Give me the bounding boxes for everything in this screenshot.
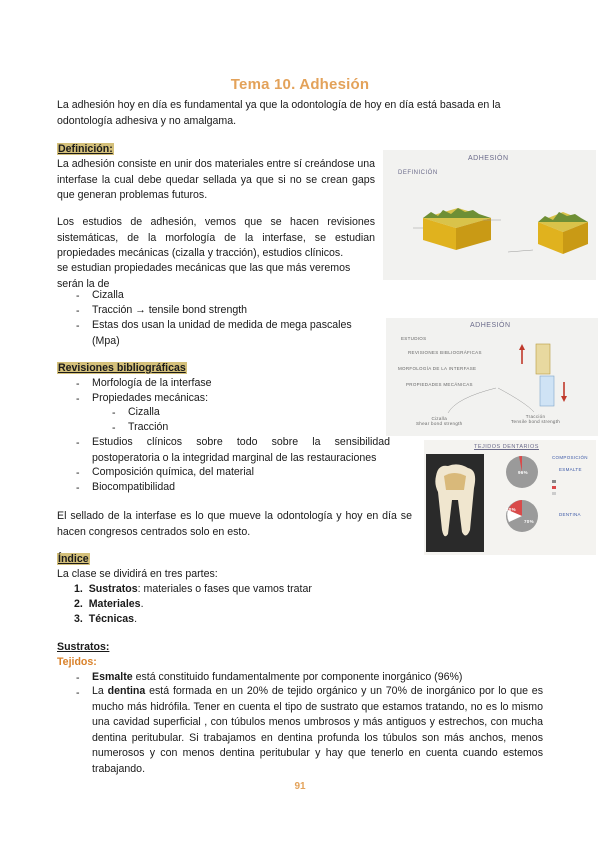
slide-title: ADHESIÓN [468, 155, 509, 162]
slide-item: PROPIEDADES MECÁNICAS [406, 382, 473, 387]
slide-title: TEJIDOS DENTARIOS [474, 444, 539, 450]
slide-item: REVISIONES BIBLIOGRÁFICAS [408, 350, 482, 355]
sub-list-item: Cizalla [128, 406, 160, 418]
definicion-p2: Los estudios de adhesión, vemos que se hacen revisiones sistemáticas, de la morfología de la interfase, se estudian propiedades mecánicas (cizalla y tracción), estudios clínicos. [57, 216, 375, 259]
list-bullet: - [76, 482, 80, 494]
page-number: 91 [294, 781, 306, 792]
list-bullet: - [76, 467, 80, 479]
revisiones-heading: Revisiones bibliográficas [58, 362, 186, 374]
list-item: Estudios clínicos sobre todo sobre la sensibilidad postoperatoria o la integridad marginal de las restauraciones [92, 436, 390, 464]
list-bullet: - [76, 687, 80, 699]
slide-label: ESMALTE [559, 467, 582, 472]
slide-caption-traccion: Tracción Tensile bond strength [511, 414, 561, 424]
tooth-composition-illustration [424, 440, 596, 555]
list-bullet: - [112, 407, 116, 419]
page-title: Tema 10. Adhesión [230, 76, 370, 93]
list-bullet: - [76, 320, 80, 332]
adhesion-blocks-illustration [383, 150, 596, 280]
sub-list-item: Tracción [128, 421, 169, 433]
definicion-p3: se estudian propiedades mecánicas que las que más veremos serán la de [57, 262, 351, 290]
slide-definicion-image [383, 150, 596, 280]
list-item: Cizalla [92, 289, 124, 301]
list-item: Composición química, del material [92, 466, 254, 478]
sustratos-heading: Sustratos: [57, 641, 110, 653]
intro-paragraph: La adhesión hoy en día es fundamental ya que la odontología de hoy en día está basada en la odontología adhesiva y no amalgama. [57, 99, 501, 127]
list-bullet: - [112, 422, 116, 434]
slide-item: ESTUDIOS [401, 336, 427, 341]
list-item: Biocompatibilidad [92, 481, 176, 493]
indice-intro: La clase se dividirá en tres partes: [57, 568, 218, 580]
list-bullet: - [76, 393, 80, 405]
definicion-heading: Definición: [58, 143, 113, 155]
list-bullet: - [76, 672, 80, 684]
list-bullet: - [76, 305, 80, 317]
slide-item: MORFOLOGÍA DE LA INTERFASE [398, 366, 477, 371]
sellado-paragraph: El sellado de la interfase es lo que mueve la odontología y hoy en día se hacen congresos centrados solo en esto. [57, 510, 412, 538]
list-item: Tracción → tensile bond strength [92, 304, 248, 316]
slide-estudios-image [386, 318, 598, 436]
slide-label: COMPOSICIÓN [552, 455, 588, 460]
esmalte-item: Esmalte está constituido fundamentalmente por componente inorgánico (96%) [92, 671, 463, 683]
pct-label: 96% [518, 470, 528, 475]
list-item: Morfología de la interfase [92, 377, 212, 389]
indice-item-1: 1. Sustratos: materiales o fases que vamos tratar [74, 583, 312, 595]
indice-item-2: 2. Materiales. [74, 598, 144, 610]
pct-label: 70% [524, 519, 534, 524]
list-item: Propiedades mecánicas: [92, 392, 209, 404]
list-bullet: - [76, 437, 80, 449]
slide-subtitle: DEFINICIÓN [398, 170, 438, 176]
adhesion-test-illustration [386, 318, 598, 436]
slide-title: ADHESIÓN [470, 322, 511, 329]
list-bullet: - [76, 378, 80, 390]
list-item: Estas dos usan la unidad de medida de mega pascales (Mpa) [92, 319, 352, 347]
indice-heading: Índice [58, 553, 89, 565]
indice-item-3: 3. Técnicas. [74, 613, 138, 625]
tejidos-heading: Tejidos: [57, 656, 97, 668]
slide-tejidos-image [424, 440, 596, 555]
slide-caption-cizalla: Cizalla Shear bond strength [416, 416, 463, 426]
list-bullet: - [76, 290, 80, 302]
dentina-item: La dentina está formada en un 20% de tejido orgánico y un 70% de inorgánico por lo que es mucho más hidrófila. Tener en cuenta el tipo de sustrato que estamos tratando, no es lo mismo una cavidad superficial , con túbulos menos umbrosos y más antiguos y estrechos, con mucha dentina peritubular. Si trabajamos en dentina profunda los túbulos son más anchos, menos numerosos y con menos dentina peritubular y hay que tenerlo en cuenta cuando estemos trabajando. [92, 685, 543, 775]
slide-label: DENTINA [559, 512, 581, 517]
definicion-p1: La adhesión consiste en unir dos materiales entre sí creándose una interfase la cual debe quedar sellada ya que si no se crean gaps que generan problemas futuros. [57, 158, 376, 201]
pct-label: 20% [506, 507, 516, 512]
